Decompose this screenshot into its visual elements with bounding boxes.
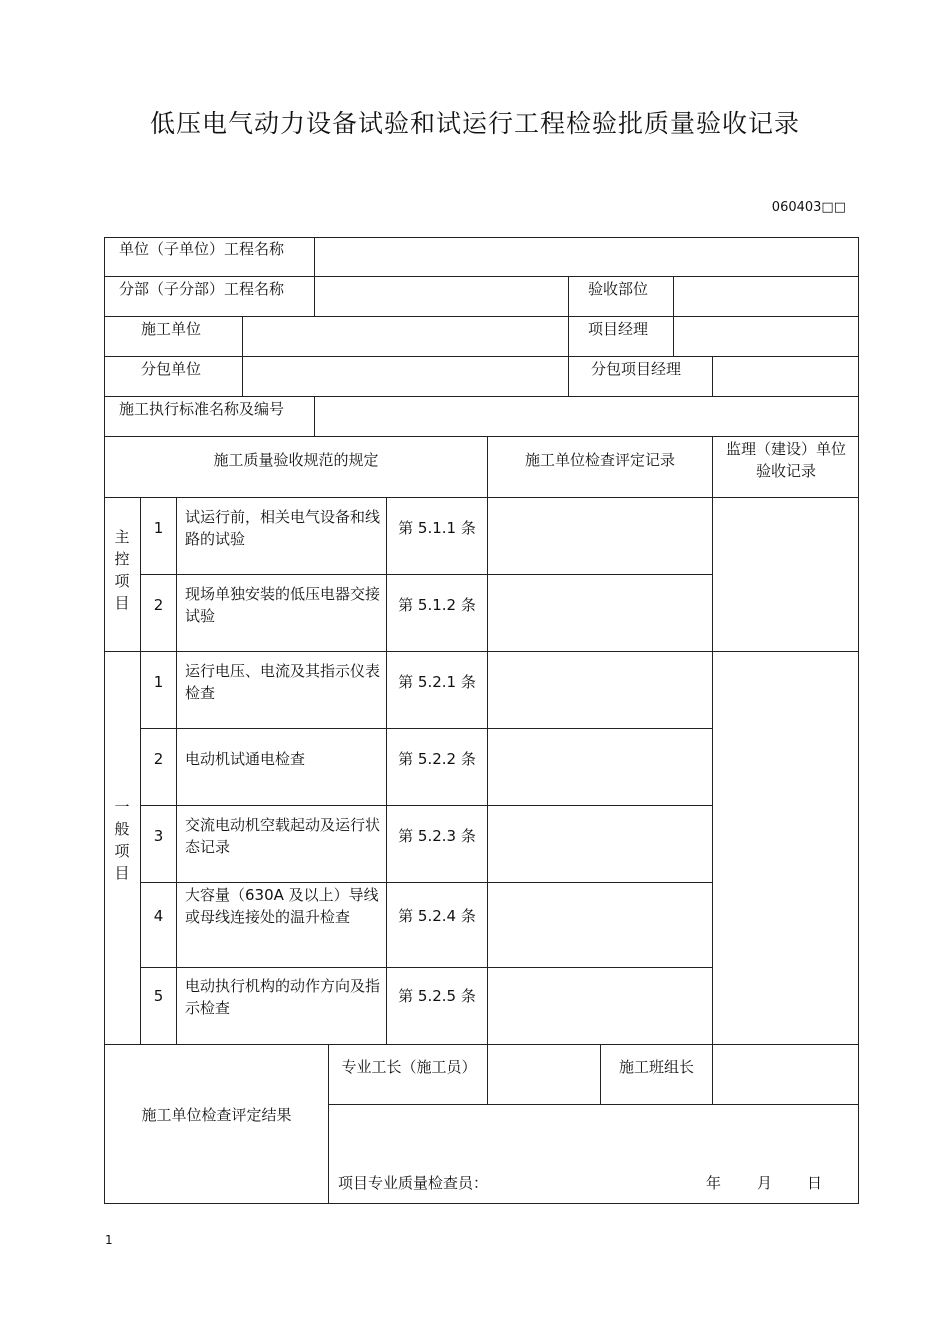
clause-reference: 第 5.1.1 条	[398, 519, 476, 537]
date-day: 日	[807, 1174, 823, 1192]
row-number: 1	[153, 673, 164, 691]
spec-column-heading: 施工质量验收规范的规定	[213, 451, 379, 469]
general-items-group-label: 一般项目	[114, 798, 130, 882]
inspector-label: 项目专业质量检查员：	[338, 1174, 489, 1192]
construction-unit-label: 施工单位	[141, 320, 202, 338]
item-description: 试运行前，相关电气设备和线路的试验	[185, 508, 381, 548]
clause-reference: 第 5.2.1 条	[398, 673, 476, 691]
item-description: 电动机试通电检查	[185, 750, 306, 768]
clause-reference: 第 5.2.3 条	[398, 827, 476, 845]
standard-label: 施工执行标准名称及编号	[119, 400, 285, 418]
form-code: 060403□□	[771, 200, 846, 215]
subcontract-pm-label: 分包项目经理	[591, 360, 682, 378]
page-number: 1	[105, 1233, 113, 1247]
row-number: 4	[153, 907, 164, 925]
clause-reference: 第 5.1.2 条	[398, 596, 476, 614]
clause-reference: 第 5.2.5 条	[398, 987, 476, 1005]
supervision-record-column-heading: 监理（建设）单位验收记录	[725, 440, 846, 480]
item-description: 交流电动机空载起动及运行状态记录	[185, 816, 381, 856]
date-month: 月	[757, 1174, 773, 1192]
row-number: 5	[153, 987, 164, 1005]
acceptance-location-label: 验收部位	[588, 280, 649, 298]
item-description: 大容量（630A 及以上）导线或母线连接处的温升检查	[185, 886, 379, 926]
document-title: 低压电气动力设备试验和试运行工程检验批质量验收记录	[149, 109, 800, 138]
result-label: 施工单位检查评定结果	[141, 1106, 292, 1124]
clause-reference: 第 5.2.4 条	[398, 907, 476, 925]
subcontract-unit-label: 分包单位	[141, 360, 202, 378]
project-manager-label: 项目经理	[588, 320, 649, 338]
item-description: 电动执行机构的动作方向及指示检查	[185, 977, 381, 1017]
team-leader-label: 施工班组长	[618, 1058, 694, 1076]
construction-record-column-heading: 施工单位检查评定记录	[524, 451, 675, 469]
foreman-label: 专业工长（施工员）	[341, 1058, 477, 1076]
division-project-name-label: 分部（子分部）工程名称	[119, 280, 285, 298]
date-year: 年	[706, 1174, 722, 1192]
row-number: 1	[153, 519, 164, 537]
row-number: 2	[153, 750, 164, 768]
main-items-group-label: 主控项目	[114, 528, 130, 612]
item-description: 现场单独安装的低压电器交接试验	[185, 585, 381, 625]
row-number: 3	[153, 827, 164, 845]
clause-reference: 第 5.2.2 条	[398, 750, 476, 768]
item-description: 运行电压、电流及其指示仪表检查	[185, 662, 381, 702]
unit-project-name-label: 单位（子单位）工程名称	[119, 240, 285, 258]
row-number: 2	[153, 596, 164, 614]
